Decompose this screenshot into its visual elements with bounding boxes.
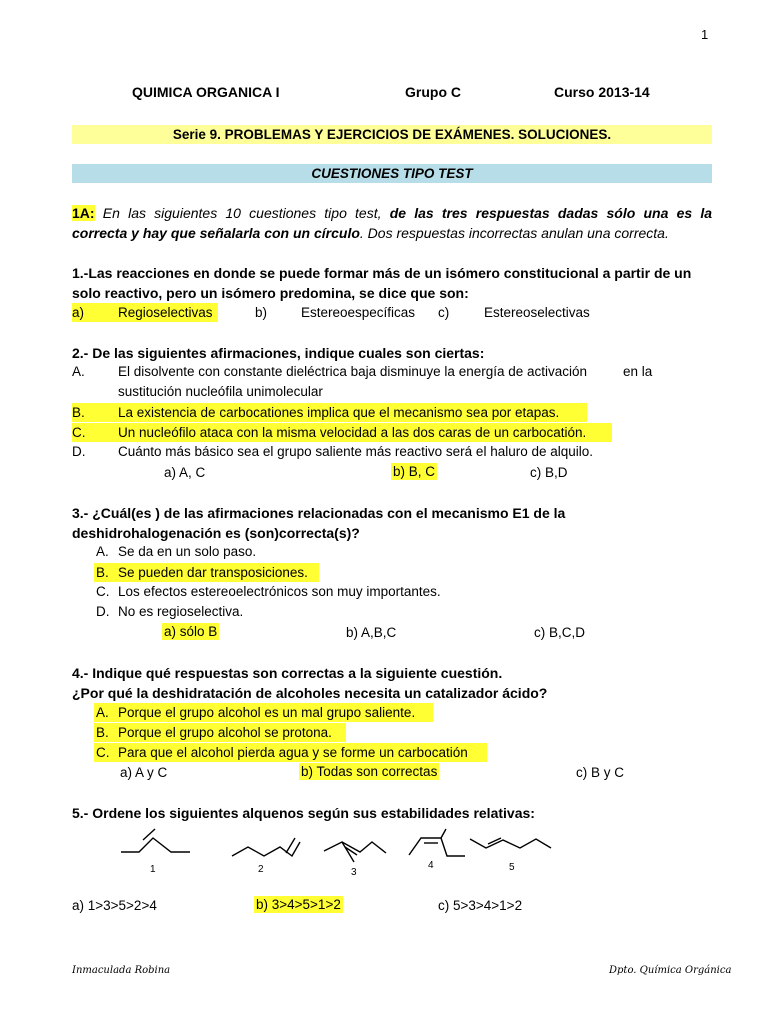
q3-item-a-letter: A. <box>96 544 109 559</box>
alkene-label-3: 3 <box>351 867 357 878</box>
q3-item-d-letter: D. <box>96 604 110 619</box>
q2-item-a-letter: A. <box>72 364 85 379</box>
q1-line-2: solo reactivo, pero un isómero predomina, se dice que son: <box>72 285 469 301</box>
q2-answer-a[interactable]: a) A, C <box>164 465 206 480</box>
q3-line-2: deshidrohalogenación es (son)correcta(s)? <box>72 525 360 541</box>
q4-line-2: ¿Por qué la deshidratación de alcoholes necesita un catalizador ácido? <box>72 685 548 701</box>
q3-item-a: Se da en un solo paso. <box>118 544 257 559</box>
q1-option-c[interactable]: Estereoselectivas <box>484 305 590 320</box>
q1-option-c-letter: c) <box>438 305 450 320</box>
q3-answer-c[interactable]: c) B,C,D <box>534 625 586 640</box>
q4-item-a: A. Porque el grupo alcohol es un mal grupo saliente. <box>94 703 433 722</box>
intro-text-2: de las tres respuestas dadas sólo una es la <box>389 205 713 221</box>
q2-title: 2.- De las siguientes afirmaciones, indique cuales son ciertas: <box>72 345 485 361</box>
q4-answer-b[interactable]: b) Todas son correctas <box>301 764 438 779</box>
q2-answer-c[interactable]: c) B,D <box>530 465 568 480</box>
footer-author: Inmaculada Robina <box>72 965 171 976</box>
alkene-5-structure <box>470 838 551 848</box>
header-course: QUIMICA ORGANICA I <box>132 84 280 100</box>
q1-line-1: 1.-Las reacciones en donde se puede formar más de un isómero constitucional a partir de un <box>72 265 692 281</box>
page-number: 1 <box>701 27 709 42</box>
section-title: CUESTIONES TIPO TEST <box>311 166 473 181</box>
q3-item-c: Los efectos estereoelectrónicos son muy importantes. <box>118 584 441 599</box>
intro-text-4: . Dos respuestas incorrectas anulan una correcta. <box>359 225 669 241</box>
q1-option-a[interactable]: a) Regioselectivas <box>72 303 218 322</box>
q5-title: 5.- Ordene los siguientes alquenos según sus estabilidades relativas: <box>72 805 535 821</box>
alkene-1-structure <box>121 829 190 852</box>
alkene-3-structure <box>324 842 386 862</box>
q2-item-b: B. La existencia de carbocationes implica que el mecanismo sea por etapas. <box>72 403 587 422</box>
q3-answer-b[interactable]: b) A,B,C <box>346 625 397 640</box>
header-year: Curso 2013-14 <box>554 84 650 100</box>
q4-line-1: 4.- Indique qué respuestas son correctas a la siguiente cuestión. <box>72 665 503 681</box>
q5-answer-c[interactable]: c) 5>3>4>1>2 <box>438 898 523 913</box>
q1-option-b[interactable]: Estereoespecíficas <box>301 305 416 320</box>
q2-item-a-cont: en la <box>623 364 653 379</box>
q3-item-c-letter: C. <box>96 584 110 599</box>
intro-text-3: correcta y hay que señalarla con un círculo <box>72 225 360 241</box>
q3-item-d: No es regioselectiva. <box>118 604 244 619</box>
footer-department: Dpto. Química Orgánica <box>609 965 732 976</box>
q2-item-d: Cuánto más básico sea el grupo saliente más reactivo será el haluro de alquilo. <box>118 444 594 459</box>
q4-item-c: C. Para que el alcohol pierda agua y se forme un carbocatión <box>94 743 487 762</box>
intro-text-1: En las siguientes 10 cuestiones tipo test, <box>102 205 382 221</box>
q2-item-c: C. Un nucleófilo ataca con la misma velocidad a las dos caras de un carbocatión. <box>72 423 612 442</box>
q4-answer-c[interactable]: c) B y C <box>576 765 625 780</box>
q5-answer-a[interactable]: a) 1>3>5>2>4 <box>72 898 157 913</box>
q5-answer-b[interactable]: b) 3>4>5>1>2 <box>256 897 341 912</box>
alkene-4-structure <box>409 829 465 856</box>
alkene-label-4: 4 <box>428 860 434 871</box>
q3-item-b: B. Se pueden dar transposiciones. <box>94 563 319 582</box>
series-title: Serie 9. PROBLEMAS Y EJERCICIOS DE EXÁMENES. SOLUCIONES. <box>172 127 612 142</box>
q4-item-b: B. Porque el grupo alcohol se protona. <box>94 723 346 742</box>
q2-item-a: El disolvente con constante dieléctrica baja disminuye la energía de activación <box>118 364 588 379</box>
q2-item-d-letter: D. <box>72 444 86 459</box>
q1-option-b-letter: b) <box>255 305 268 320</box>
intro-tag: 1A: <box>72 205 95 221</box>
alkene-2-structure <box>232 838 300 856</box>
q3-answer-a[interactable]: a) sólo B <box>164 624 218 639</box>
header-group: Grupo C <box>405 84 461 100</box>
q2-answer-b[interactable]: b) B, C <box>393 464 436 479</box>
alkene-label-5: 5 <box>509 862 515 873</box>
q3-line-1: 3.- ¿Cuál(es ) de las afirmaciones relacionadas con el mecanismo E1 de la <box>72 505 566 521</box>
alkene-label-1: 1 <box>150 864 156 875</box>
q2-item-a-line2: sustitución nucleófila unimolecular <box>118 384 323 399</box>
alkene-label-2: 2 <box>258 864 264 875</box>
q4-answer-a[interactable]: a) A y C <box>120 765 168 780</box>
